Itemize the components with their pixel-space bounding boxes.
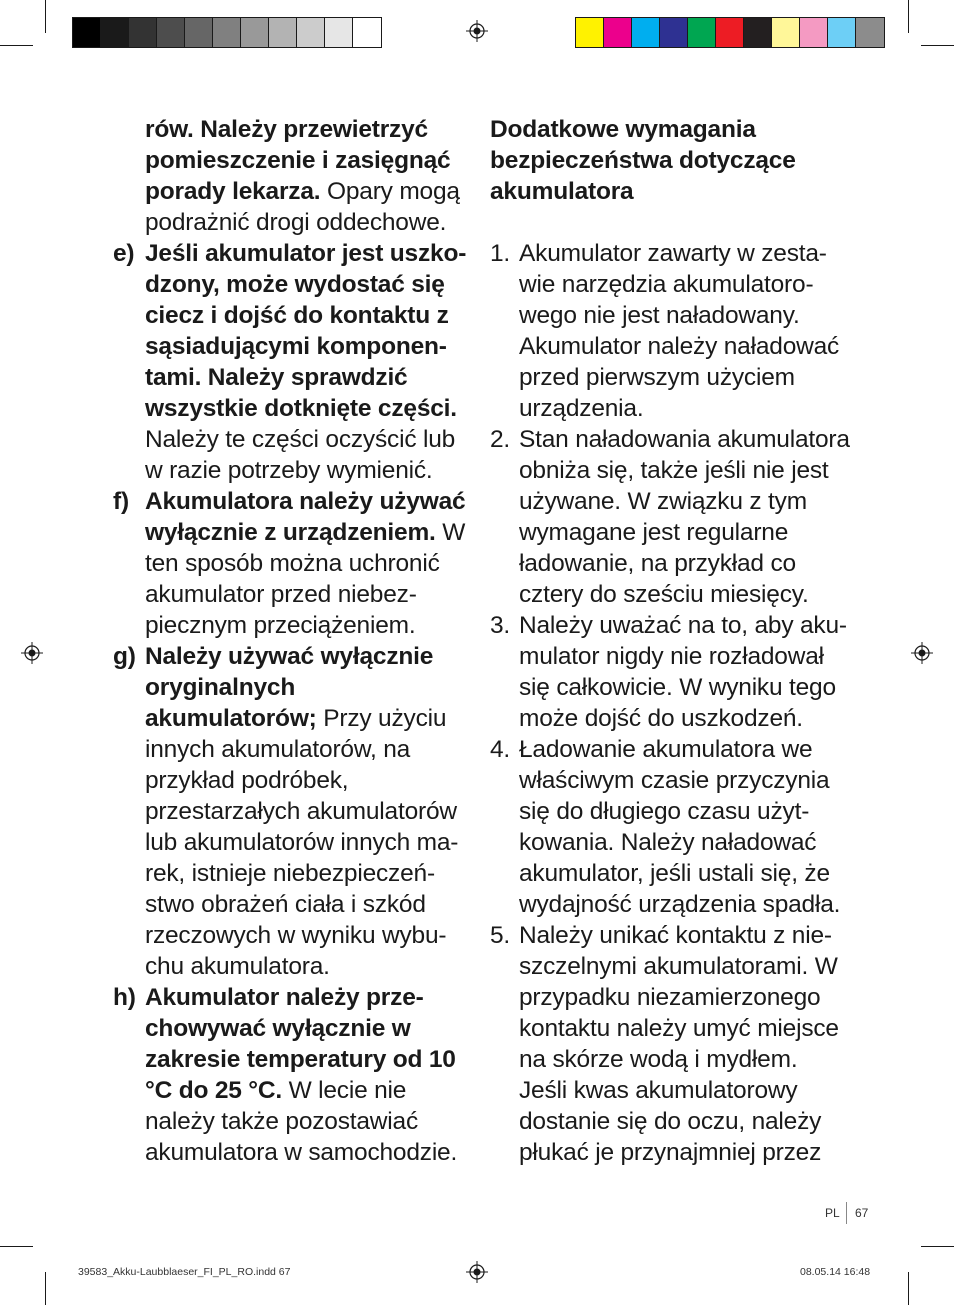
item-number: 5. xyxy=(490,922,511,949)
color-swatch xyxy=(297,18,325,47)
color-swatch xyxy=(73,18,101,47)
right-column xyxy=(490,114,850,1168)
color-swatch xyxy=(828,18,856,47)
item-text: Należy uważać na to, aby akumulator nigdy nie rozładował się całkowicie. W wyniku tego może dojść do uszkodzeń. xyxy=(519,612,848,732)
continued-paragraph xyxy=(113,114,473,238)
list-item-g xyxy=(113,641,473,982)
normal-text: Przy użyciu innych akumulatorów, na przykład podróbek, przestarzałych akumulatorów lub akumulatorów innych marek, istnieje niebezpieczeństwo obrażeń ciała i szkód rzeczowych w wyniku wybuchu akumulatora. xyxy=(145,705,459,980)
color-swatch xyxy=(269,18,297,47)
list-item-f xyxy=(113,486,473,641)
color-swatch xyxy=(241,18,269,47)
color-swatch xyxy=(325,18,353,47)
registration-mark-icon xyxy=(466,20,488,42)
color-swatch xyxy=(688,18,716,47)
registration-mark-icon xyxy=(911,642,933,664)
item-number: 4. xyxy=(490,736,511,763)
footer-divider xyxy=(846,1202,847,1224)
numbered-item xyxy=(490,610,850,734)
item-text: Ładowanie akumulatora we właściwym czasie przyczynia się do długiego czasu użytkowania. Należy naładować akumulator, jeśli ustali się, że wydajność urządzenia spadła. xyxy=(519,736,841,918)
color-swatch xyxy=(213,18,241,47)
normal-text: Należy te części oczyścić lub w razie potrzeby wymienić. xyxy=(145,426,456,484)
color-swatch xyxy=(129,18,157,47)
crop-mark xyxy=(908,1272,909,1305)
crop-mark xyxy=(0,45,33,46)
normal-text: Opary mogą podrażnić drogi oddechowe. xyxy=(145,178,460,236)
normal-text: W lecie nie należy także pozostawiać akumulatora w samochodzie. xyxy=(145,1077,458,1166)
item-label: g) xyxy=(113,643,136,670)
item-text: Stan naładowania akumulatora obniża się, także jeśli nie jest używane. W związku z tym wymagane jest regularne ładowanie, na przykład co cztery do sześciu miesięcy. xyxy=(519,426,850,608)
crop-mark xyxy=(921,1246,954,1247)
item-label: f) xyxy=(113,488,129,515)
registration-mark-icon xyxy=(21,642,43,664)
crop-mark xyxy=(45,1272,46,1305)
slug-filename: 39583_Akku-Laubblaeser_FI_PL_RO.indd 67 xyxy=(78,1266,291,1278)
color-swatch xyxy=(157,18,185,47)
bold-text: rów. Należy przewietrzyć pomieszczenie i zasięgnąć porady lekarza. xyxy=(145,116,451,205)
color-swatch xyxy=(632,18,660,47)
color-swatch xyxy=(800,18,828,47)
footer-language: PL xyxy=(825,1206,840,1220)
bold-text: Należy używać wyłącznie oryginalnych akumulatorów; xyxy=(145,643,434,732)
numbered-item xyxy=(490,734,850,920)
crop-mark xyxy=(921,45,954,46)
left-column xyxy=(113,114,473,1168)
color-swatch xyxy=(856,18,884,47)
slug-date: 08.05.14 16:48 xyxy=(800,1266,871,1278)
item-number: 2. xyxy=(490,426,511,453)
color-swatch xyxy=(101,18,129,47)
item-label: h) xyxy=(113,984,136,1011)
numbered-item xyxy=(490,238,850,424)
item-number: 3. xyxy=(490,612,511,639)
bold-text: Akumulatora należy używać wyłącznie z urządzeniem. xyxy=(145,488,466,546)
normal-text: W ten sposób można uchronić akumulator przed niebezpiecznym przeciążeniem. xyxy=(145,519,466,639)
crop-mark xyxy=(0,1246,33,1247)
item-text: Akumulator zawarty w zestawie narzędzia akumulatorowego nie jest naładowany. Akumulator należy naładować przed pierwszym użyciem urządzenia. xyxy=(519,240,840,422)
bold-text: Jeśli akumulator jest uszkodzony, może wydostać się ciecz i dojść do kontaktu z sąsiadującymi komponentami. Należy sprawdzić wszystkie dotknięte części. xyxy=(145,240,467,422)
color-swatch xyxy=(716,18,744,47)
color-swatch xyxy=(353,18,381,47)
numbered-item xyxy=(490,920,850,1168)
page-number: 67 xyxy=(855,1206,869,1220)
section-heading: Dodatkowe wymagania bezpieczeństwa dotyczące akumulatora xyxy=(490,116,796,205)
list-item-e xyxy=(113,238,473,486)
bold-text: Akumulator należy przechowywać wyłącznie w zakresie temperatury od 10 °C do 25 °C. xyxy=(145,984,456,1104)
color-swatch xyxy=(604,18,632,47)
color-swatch xyxy=(772,18,800,47)
color-swatch xyxy=(660,18,688,47)
process-color-bar xyxy=(575,17,885,48)
color-swatch xyxy=(576,18,604,47)
list-item-h xyxy=(113,982,473,1168)
crop-mark xyxy=(45,0,46,33)
color-swatch xyxy=(185,18,213,47)
grayscale-color-bar xyxy=(72,17,382,48)
color-swatch xyxy=(744,18,772,47)
item-number: 1. xyxy=(490,240,511,267)
crop-mark xyxy=(908,0,909,33)
numbered-item xyxy=(490,424,850,610)
item-label: e) xyxy=(113,240,135,267)
registration-mark-icon xyxy=(466,1261,488,1283)
item-text: Należy unikać kontaktu z nieszczelnymi akumulatorami. W przypadku niezamierzonego kontaktu należy umyć miejsce na skórze wodą i mydłem. Jeśli kwas akumulatorowy dostanie się do oczu, należy płukać je przynajmniej przez xyxy=(519,922,839,1166)
